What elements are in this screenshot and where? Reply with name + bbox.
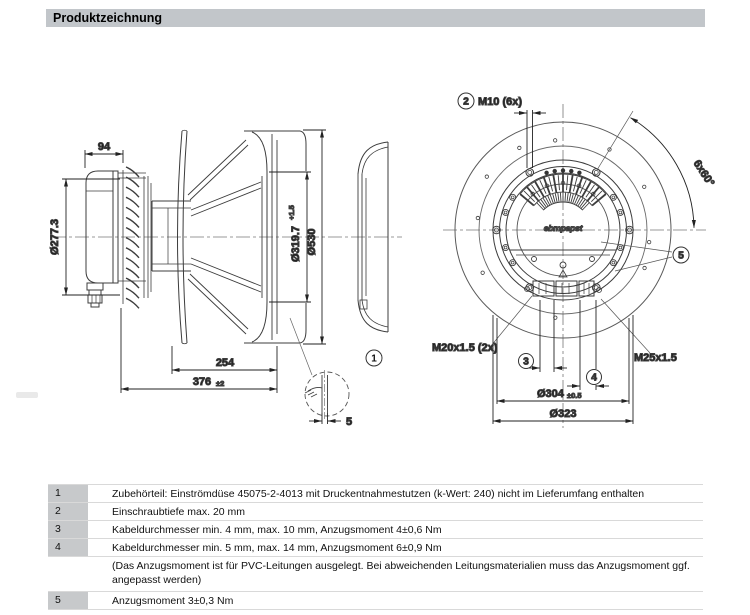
callout-5-marker xyxy=(673,247,689,263)
table-row xyxy=(48,539,703,557)
angle-label: 6x60° xyxy=(690,157,717,189)
note-number xyxy=(48,557,88,591)
bolt-circle-dia-label: Ø304 xyxy=(537,388,564,400)
front-view xyxy=(432,93,716,428)
dim-inlet-dia-tolerance: +1.5 xyxy=(287,205,296,220)
hub-outline xyxy=(152,201,191,271)
note-number: 2 xyxy=(48,503,88,520)
dim-motor-width: 94 xyxy=(97,141,111,153)
side-view xyxy=(49,130,402,428)
table-row xyxy=(48,485,703,503)
ebmpapst-logo: ebmpapst xyxy=(543,223,583,233)
callout-3-marker xyxy=(519,354,534,369)
table-row xyxy=(48,557,703,592)
table-row xyxy=(48,592,703,610)
dim-mount-depth: 254 xyxy=(215,357,235,369)
note-text: Kabeldurchmesser min. 4 mm, max. 10 mm, Anzugsmoment 4±0,6 Nm xyxy=(112,524,442,536)
bolt-circle-tolerance: ±0.5 xyxy=(567,391,582,400)
m25-label: M25x1.5 xyxy=(634,352,677,364)
note-text: (Das Anzugsmoment ist für PVC-Leitungen ausgelegt. Bei abweichenden Leitungsmaterialien muss das Anzugsmoment ggf. angepasst werden) xyxy=(112,560,690,586)
table-row xyxy=(48,503,703,521)
table-row xyxy=(48,521,703,539)
flange-dia-label: Ø323 xyxy=(549,408,577,420)
note-number: 5 xyxy=(48,592,88,609)
impeller-blade-stack xyxy=(123,167,151,308)
callout-4-marker xyxy=(587,370,602,385)
dim-detail-thickness: 5 xyxy=(346,416,353,428)
note-text: Einschraubtiefe max. 20 mm xyxy=(112,506,246,518)
note-text: Anzugsmoment 3±0,3 Nm xyxy=(112,595,234,607)
note-text: Zubehörteil: Einströmdüse 45075-2-4013 mit Druckentnahmestutzen (k-Wert: 240) nicht im Lieferumfang enthalten xyxy=(112,488,645,500)
callout-5-number: 5 xyxy=(678,250,684,262)
dim-total-depth-tolerance: ±2 xyxy=(216,379,225,388)
note-number: 1 xyxy=(48,485,88,502)
section-title: Produktzeichnung xyxy=(53,11,163,25)
dim-impeller-dia: Ø277.3 xyxy=(49,218,61,256)
note-text: Kabeldurchmesser min. 5 mm, max. 14 mm, Anzugsmoment 6±0,9 Nm xyxy=(112,542,442,554)
note-number: 4 xyxy=(48,539,88,556)
note-number: 3 xyxy=(48,521,88,538)
dim-total-depth: 376 xyxy=(192,376,212,388)
m20-label: M20x1.5 (2x) xyxy=(432,342,498,354)
callout-1-number: 1 xyxy=(371,353,377,365)
callout-2-marker xyxy=(458,93,474,109)
callout-1-marker xyxy=(366,350,382,366)
m10-label: M10 (6x) xyxy=(478,96,523,108)
callout-2-number: 2 xyxy=(463,96,469,108)
notes-table xyxy=(48,484,703,610)
callout-3-number: 3 xyxy=(523,356,529,368)
dim-inlet-dia: Ø319.7 xyxy=(290,225,302,263)
dim-outer-dia: Ø530 xyxy=(306,228,318,256)
callout-4-number: 4 xyxy=(591,372,597,384)
